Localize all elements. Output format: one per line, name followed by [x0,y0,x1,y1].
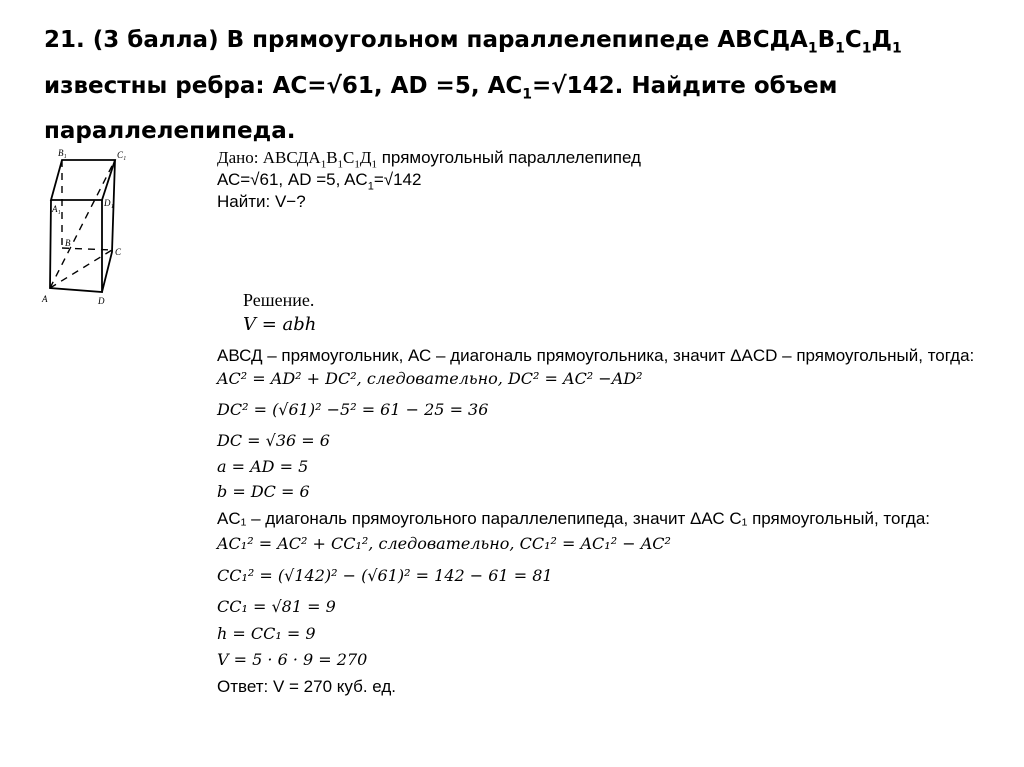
solution-line: Ответ: V = 270 куб. ед. [217,677,396,696]
label-a1: A₁ [52,204,61,214]
find-line: Найти: V−? [217,192,306,211]
solution-line: h = CC₁ = 9 [217,624,316,643]
label-a: A [42,294,48,304]
label-d1: D₁ [104,198,114,208]
solution-line: AC² = AD² + DC², следовательно, DC² = AC² −AD² [217,369,643,388]
problem-title: 21. (3 балла) В прямоугольном параллелепипеде $АВСДА_1В_1С_1Д_1$ известны ребра: АС=√61, AD =5, $AC_1=√142$. Найдите объем параллелепипеда. [44,27,902,145]
solution-line: b = DC = 6 [217,482,310,501]
solution-line: DC = √36 = 6 [217,431,330,450]
parallelepiped-drawing [35,140,135,310]
solution-line: AC₁² = AC² + CC₁², следовательно, CC₁² = AC₁² − AC² [217,534,671,553]
solution-line: a = AD = 5 [217,457,309,476]
given-values: АС=√61, AD =5, $AC_1=√142$ [217,170,422,193]
solution-line: CC₁² = (√142)² − (√61)² = 142 − 61 = 81 [217,566,553,585]
label-d: D [98,296,105,306]
label-c1: C₁ [117,150,127,160]
solution-line: DC² = (√61)² −5² = 61 − 25 = 36 [217,400,489,419]
label-b1: B₁ [58,148,67,158]
solution-heading: Решение. [243,290,315,310]
solution-line: AC₁ – диагональ прямоугольного параллелепипеда, значит ΔАС С₁ прямоугольный, тогда: [217,509,931,528]
solution-line: V = 5 · 6 · 9 = 270 [217,650,368,669]
solution-line: АВСД – прямоугольник, АС – диагональ прямоугольника, значит ΔACD – прямоугольный, тогда: [217,346,975,365]
label-c: C [115,247,122,257]
given-line: Дано: $АВСДА_1В_1С_1Д_1$ прямоугольный параллелепипед [217,148,641,171]
label-b: B [65,238,71,248]
solution-line: CC₁ = √81 = 9 [217,597,336,616]
volume-formula: V = abh [243,314,317,335]
